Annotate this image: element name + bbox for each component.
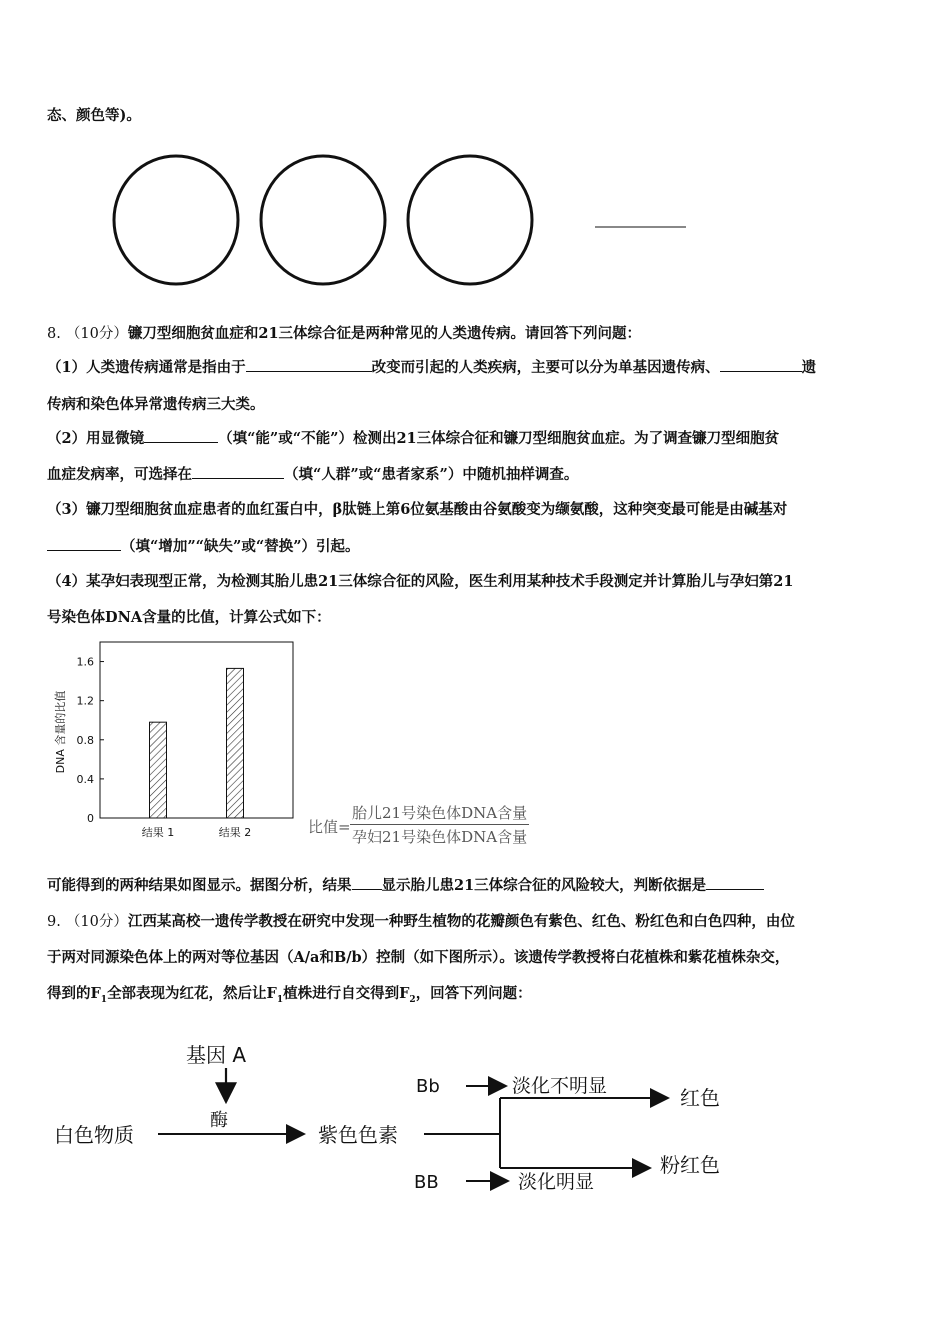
q8-p1-text-b: 改变而引起的人类疾病，主要可以分为单基因遗传病、 bbox=[371, 359, 720, 376]
q8-part1-line1 bbox=[47, 356, 816, 377]
formula-denominator: 孕妇21号染色体DNA含量 bbox=[352, 828, 528, 846]
x-category-label: 结果 1 bbox=[141, 826, 175, 839]
q8-p2-text-b: （填“能”或“不能”）检测出21三体综合征和镰刀型细胞贫血症。为了调查镰刀型细胞贫 bbox=[218, 430, 780, 447]
q8-part4-line1: （4）某孕妇表现型正常，为检测其胎儿患21三体综合征的风险，医生利用某种技术手段测定并计算胎儿与孕妇第21 bbox=[47, 573, 794, 590]
answer-blank[interactable] bbox=[352, 875, 382, 890]
chart-frame bbox=[100, 642, 293, 818]
answer-blank[interactable] bbox=[47, 536, 121, 551]
q8-p2-text-c: 血症发病率，可选择在 bbox=[47, 466, 192, 483]
q8-part5-line bbox=[47, 874, 764, 895]
q8-part4-line2: 号染色体DNA含量的比值，计算公式如下： bbox=[47, 609, 331, 626]
q8-p1-text-a: （1）人类遗传病通常是指由于 bbox=[47, 359, 246, 376]
q9-text-3b: 全部表现为红花，然后让F bbox=[107, 985, 277, 1002]
q8-p3-text-b: （填“增加”“缺失”或“替换”）引起。 bbox=[121, 538, 360, 555]
answer-blank[interactable] bbox=[246, 357, 372, 372]
q8-p2-text-d: （填“人群”或“患者家系”）中随机抽样调查。 bbox=[284, 466, 579, 483]
bb-hetero-label: Bb bbox=[416, 1076, 440, 1097]
strong-fading-label: 淡化明显 bbox=[518, 1171, 595, 1193]
q9-text-3d: ，回答下列问题： bbox=[415, 985, 532, 1002]
y-tick-label: 0.8 bbox=[76, 733, 94, 747]
q7-tail-text: 态、颜色等)。 bbox=[47, 107, 141, 124]
q8-number: 8. bbox=[47, 326, 61, 342]
pink-label: 粉红色 bbox=[660, 1153, 720, 1177]
dna-ratio-bar-chart bbox=[48, 636, 308, 846]
purple-pigment-label: 紫色色素 bbox=[318, 1123, 398, 1147]
gene-a-label: 基因 A bbox=[186, 1043, 247, 1067]
q9-text-1: 江西某高校一遗传学教授在研究中发现一种野生植物的花瓣颜色有紫色、红色、粉红色和白色四种，由位 bbox=[127, 913, 795, 930]
formula-label: 比值= bbox=[308, 818, 351, 836]
enzyme-label: 酶 bbox=[210, 1110, 228, 1131]
x-category-label: 结果 2 bbox=[218, 826, 252, 839]
q9-number: 9. bbox=[47, 914, 61, 930]
y-tick-label: 1.2 bbox=[76, 694, 94, 708]
red-label: 红色 bbox=[680, 1086, 720, 1110]
weak-fading-label: 淡化不明显 bbox=[512, 1075, 608, 1097]
formula-numerator: 胎儿21号染色体DNA含量 bbox=[350, 802, 529, 825]
q8-p2-text-a: （2）用显微镜 bbox=[47, 430, 145, 447]
subscript: 2 bbox=[409, 994, 416, 1005]
bar-2 bbox=[227, 668, 244, 818]
q9-line3 bbox=[47, 982, 532, 1005]
y-tick-label: 0 bbox=[87, 812, 94, 825]
answer-blank[interactable] bbox=[192, 464, 284, 479]
q8-score: （10分） bbox=[65, 326, 128, 342]
answer-blank[interactable] bbox=[706, 875, 764, 890]
circle-1 bbox=[114, 156, 238, 284]
q8-p5-text-b: 显示胎儿患21三体综合征的风险较大，判断依据是 bbox=[381, 877, 707, 894]
pigment-pathway-diagram bbox=[40, 1030, 760, 1210]
q8-part2-line1 bbox=[47, 427, 779, 448]
q9-text-3a: 得到的F bbox=[47, 985, 101, 1002]
q9-line1 bbox=[47, 910, 795, 931]
q8-p5-text-a: 可能得到的两种结果如图显示。据图分析，结果 bbox=[47, 877, 352, 894]
q8-stem-text: 镰刀型细胞贫血症和21三体综合征是两种常见的人类遗传病。请回答下列问题： bbox=[127, 325, 642, 342]
q8-stem bbox=[47, 322, 641, 343]
drawing-circles bbox=[100, 150, 700, 290]
q8-part1-line2: 传病和染色体异常遗传病三大类。 bbox=[47, 396, 265, 413]
answer-blank[interactable] bbox=[144, 428, 218, 443]
y-tick-label: 0.4 bbox=[76, 772, 94, 786]
bb-homo-label: BB bbox=[414, 1172, 439, 1193]
q8-p1-text-c: 遗 bbox=[801, 359, 817, 376]
y-tick-label: 1.6 bbox=[76, 655, 94, 669]
q8-part3-line1: （3）镰刀型细胞贫血症患者的血红蛋白中，β肽链上第6位氨基酸由谷氨酸变为缬氨酸，这种突变最可能是由碱基对 bbox=[47, 501, 788, 518]
circle-3 bbox=[408, 156, 532, 284]
subscript: 1 bbox=[100, 994, 108, 1005]
white-substance-label: 白色物质 bbox=[54, 1123, 134, 1147]
subscript: 1 bbox=[276, 994, 284, 1005]
q9-score: （10分） bbox=[65, 914, 128, 930]
formula-fraction bbox=[350, 802, 529, 847]
answer-blank[interactable] bbox=[720, 357, 802, 372]
circle-2 bbox=[261, 156, 385, 284]
q8-part3-line2 bbox=[47, 535, 360, 556]
chart-y-axis-label: DNA 含量的比值 bbox=[54, 690, 67, 774]
q8-part2-line2 bbox=[47, 463, 578, 484]
q9-text-3c: 植株进行自交得到F bbox=[283, 985, 410, 1002]
q9-line2: 于两对同源染色体上的两对等位基因（A/a和B/b）控制（如下图所示）。该遗传学教授将白花植株和紫花植株杂交， bbox=[47, 949, 790, 966]
bar-1 bbox=[150, 722, 167, 818]
